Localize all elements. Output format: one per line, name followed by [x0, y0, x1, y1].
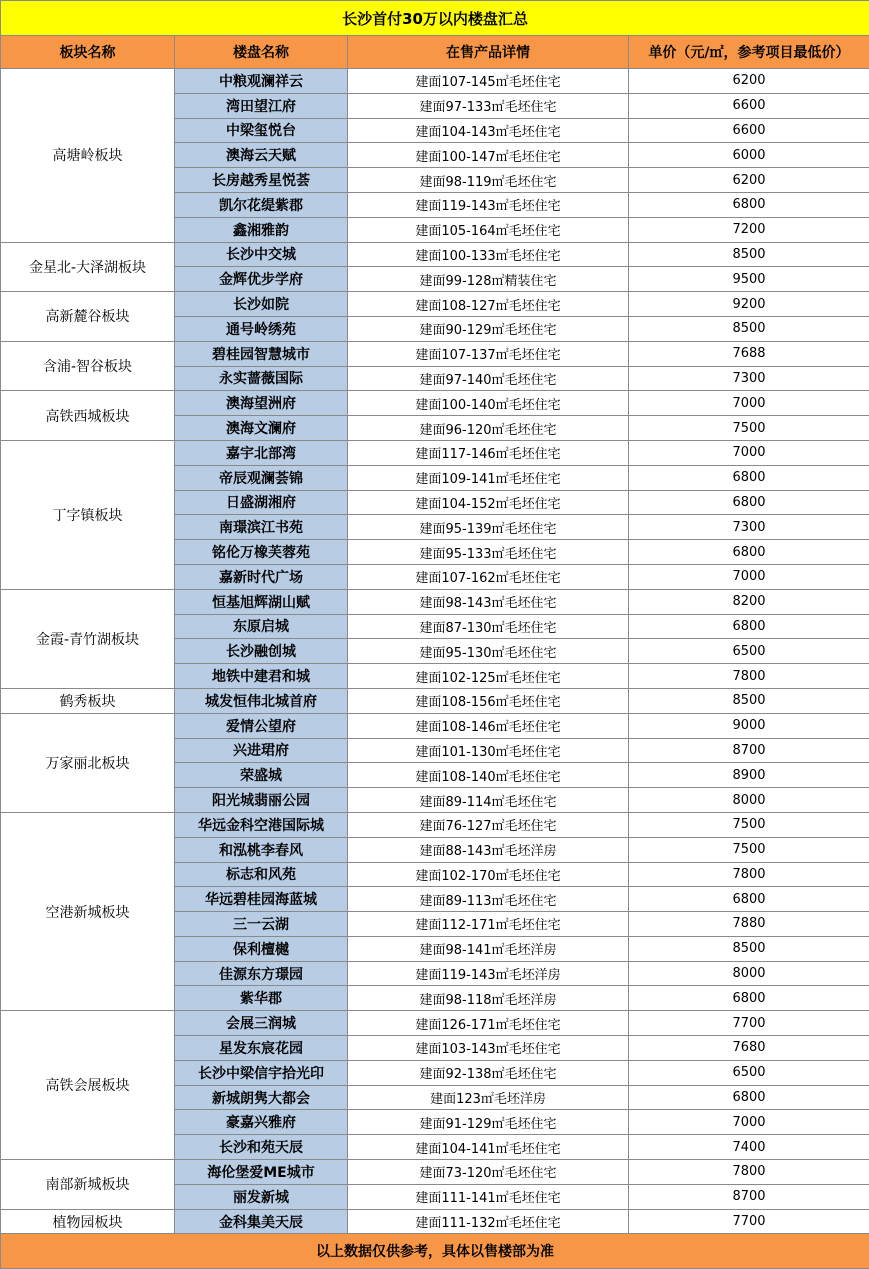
product-detail-cell: 建面104-141㎡毛坯住宅	[348, 1135, 629, 1160]
product-detail-cell: 建面91-129㎡毛坯住宅	[348, 1110, 629, 1135]
block-name-cell: 万家丽北板块	[1, 713, 175, 812]
product-detail-cell: 建面119-143㎡毛坯洋房	[348, 961, 629, 986]
unit-price-cell: 6800	[629, 986, 869, 1011]
project-name-cell: 阳光城翡丽公园	[175, 788, 348, 813]
project-name-cell: 佳源东方璟园	[175, 961, 348, 986]
unit-price-cell: 8500	[629, 242, 869, 267]
product-detail-cell: 建面101-130㎡毛坯住宅	[348, 738, 629, 763]
unit-price-cell: 8900	[629, 763, 869, 788]
unit-price-cell: 8000	[629, 788, 869, 813]
product-detail-cell: 建面95-133㎡毛坯住宅	[348, 540, 629, 565]
table-row	[1, 440, 869, 465]
project-name-cell: 湾田望江府	[175, 93, 348, 118]
table-row	[1, 589, 869, 614]
project-name-cell: 澳海云天赋	[175, 143, 348, 168]
unit-price-cell: 8500	[629, 688, 869, 713]
block-name-cell: 金星北-大泽湖板块	[1, 242, 175, 292]
unit-price-cell: 7300	[629, 366, 869, 391]
product-detail-cell: 建面119-143㎡毛坯住宅	[348, 192, 629, 217]
unit-price-cell: 7800	[629, 664, 869, 689]
table-body	[1, 69, 869, 1234]
project-name-cell: 澳海文澜府	[175, 416, 348, 441]
product-detail-cell: 建面89-113㎡毛坯住宅	[348, 887, 629, 912]
unit-price-cell: 7880	[629, 912, 869, 937]
project-name-cell: 帝辰观澜荟锦	[175, 465, 348, 490]
product-detail-cell: 建面95-139㎡毛坯住宅	[348, 515, 629, 540]
table-row	[1, 1209, 869, 1234]
unit-price-cell: 8500	[629, 936, 869, 961]
project-name-cell: 长沙中交城	[175, 242, 348, 267]
unit-price-cell: 7000	[629, 440, 869, 465]
product-detail-cell: 建面108-127㎡毛坯住宅	[348, 292, 629, 317]
product-detail-cell: 建面88-143㎡毛坯洋房	[348, 837, 629, 862]
block-name-cell: 高塘岭板块	[1, 69, 175, 243]
product-detail-cell: 建面107-137㎡毛坯住宅	[348, 341, 629, 366]
block-name-cell: 鹤秀板块	[1, 688, 175, 713]
block-name-cell: 高铁会展板块	[1, 1011, 175, 1160]
product-detail-cell: 建面100-133㎡毛坯住宅	[348, 242, 629, 267]
product-detail-cell: 建面107-162㎡毛坯住宅	[348, 564, 629, 589]
table-row	[1, 292, 869, 317]
block-name-cell: 空港新城板块	[1, 812, 175, 1010]
unit-price-cell: 6800	[629, 490, 869, 515]
unit-price-cell: 9200	[629, 292, 869, 317]
product-detail-cell: 建面76-127㎡毛坯住宅	[348, 812, 629, 837]
product-detail-cell: 建面98-141㎡毛坯洋房	[348, 936, 629, 961]
product-detail-cell: 建面126-171㎡毛坯住宅	[348, 1011, 629, 1036]
unit-price-cell: 7500	[629, 837, 869, 862]
project-name-cell: 中粮观澜祥云	[175, 69, 348, 94]
project-name-cell: 城发恒伟北城首府	[175, 688, 348, 713]
product-detail-cell: 建面108-146㎡毛坯住宅	[348, 713, 629, 738]
product-detail-cell: 建面73-120㎡毛坯住宅	[348, 1160, 629, 1185]
unit-price-cell: 8700	[629, 1184, 869, 1209]
project-name-cell: 华远金科空港国际城	[175, 812, 348, 837]
project-name-cell: 和泓桃李春风	[175, 837, 348, 862]
project-name-cell: 丽发新城	[175, 1184, 348, 1209]
project-name-cell: 碧桂园智慧城市	[175, 341, 348, 366]
product-detail-cell: 建面96-120㎡毛坯住宅	[348, 416, 629, 441]
product-detail-cell: 建面123㎡毛坯洋房	[348, 1085, 629, 1110]
project-name-cell: 豪嘉兴雅府	[175, 1110, 348, 1135]
block-name-cell: 丁字镇板块	[1, 440, 175, 589]
table-row	[1, 69, 869, 94]
unit-price-cell: 6800	[629, 465, 869, 490]
unit-price-cell: 7680	[629, 1036, 869, 1061]
product-detail-cell: 建面98-119㎡毛坯住宅	[348, 168, 629, 193]
product-detail-cell: 建面107-145㎡毛坯住宅	[348, 69, 629, 94]
project-name-cell: 长沙和苑天辰	[175, 1135, 348, 1160]
unit-price-cell: 7500	[629, 812, 869, 837]
unit-price-cell: 8700	[629, 738, 869, 763]
header-project: 楼盘名称	[175, 36, 348, 69]
unit-price-cell: 8000	[629, 961, 869, 986]
unit-price-cell: 6600	[629, 93, 869, 118]
project-name-cell: 长沙融创城	[175, 639, 348, 664]
unit-price-cell: 7700	[629, 1209, 869, 1234]
project-name-cell: 标志和风苑	[175, 862, 348, 887]
project-name-cell: 星发东宸花园	[175, 1036, 348, 1061]
project-name-cell: 南璟滨江书苑	[175, 515, 348, 540]
product-detail-cell: 建面100-140㎡毛坯住宅	[348, 391, 629, 416]
block-name-cell: 高铁西城板块	[1, 391, 175, 441]
project-name-cell: 长沙如院	[175, 292, 348, 317]
block-name-cell: 高新麓谷板块	[1, 292, 175, 342]
unit-price-cell: 7300	[629, 515, 869, 540]
unit-price-cell: 6200	[629, 69, 869, 94]
unit-price-cell: 9000	[629, 713, 869, 738]
product-detail-cell: 建面98-143㎡毛坯住宅	[348, 589, 629, 614]
unit-price-cell: 7688	[629, 341, 869, 366]
unit-price-cell: 6600	[629, 118, 869, 143]
header-price: 单价（元/㎡，参考项目最低价）	[629, 36, 869, 69]
header-block: 板块名称	[1, 36, 175, 69]
project-name-cell: 华远碧桂园海蓝城	[175, 887, 348, 912]
project-name-cell: 海伦堡爱ME城市	[175, 1160, 348, 1185]
project-name-cell: 三一云湖	[175, 912, 348, 937]
product-detail-cell: 建面90-129㎡毛坯住宅	[348, 316, 629, 341]
product-detail-cell: 建面97-140㎡毛坯住宅	[348, 366, 629, 391]
product-detail-cell: 建面92-138㎡毛坯住宅	[348, 1060, 629, 1085]
unit-price-cell: 8500	[629, 316, 869, 341]
project-name-cell: 长沙中梁信宇拾光印	[175, 1060, 348, 1085]
unit-price-cell: 6500	[629, 639, 869, 664]
product-detail-cell: 建面117-146㎡毛坯住宅	[348, 440, 629, 465]
table-row	[1, 1011, 869, 1036]
product-detail-cell: 建面111-132㎡毛坯住宅	[348, 1209, 629, 1234]
project-name-cell: 通号岭绣苑	[175, 316, 348, 341]
unit-price-cell: 7700	[629, 1011, 869, 1036]
project-name-cell: 爱情公望府	[175, 713, 348, 738]
project-name-cell: 恒基旭辉湖山赋	[175, 589, 348, 614]
table-row	[1, 341, 869, 366]
table-row	[1, 812, 869, 837]
project-name-cell: 中梁玺悦台	[175, 118, 348, 143]
product-detail-cell: 建面108-156㎡毛坯住宅	[348, 688, 629, 713]
unit-price-cell: 6500	[629, 1060, 869, 1085]
product-detail-cell: 建面97-133㎡毛坯住宅	[348, 93, 629, 118]
unit-price-cell: 6000	[629, 143, 869, 168]
product-detail-cell: 建面89-114㎡毛坯住宅	[348, 788, 629, 813]
product-detail-cell: 建面99-128㎡精装住宅	[348, 267, 629, 292]
unit-price-cell: 9500	[629, 267, 869, 292]
product-detail-cell: 建面98-118㎡毛坯洋房	[348, 986, 629, 1011]
project-name-cell: 东原启城	[175, 614, 348, 639]
unit-price-cell: 7800	[629, 862, 869, 887]
project-name-cell: 金辉优步学府	[175, 267, 348, 292]
project-name-cell: 新城朗隽大都会	[175, 1085, 348, 1110]
unit-price-cell: 7500	[629, 416, 869, 441]
table-row	[1, 713, 869, 738]
project-name-cell: 澳海望洲府	[175, 391, 348, 416]
product-detail-cell: 建面105-164㎡毛坯住宅	[348, 217, 629, 242]
block-name-cell: 金霞-青竹湖板块	[1, 589, 175, 688]
product-detail-cell: 建面109-141㎡毛坯住宅	[348, 465, 629, 490]
project-name-cell: 凯尔花缇紫郡	[175, 192, 348, 217]
project-name-cell: 地铁中建君和城	[175, 664, 348, 689]
product-detail-cell: 建面103-143㎡毛坯住宅	[348, 1036, 629, 1061]
product-detail-cell: 建面112-171㎡毛坯住宅	[348, 912, 629, 937]
project-name-cell: 日盛湖湘府	[175, 490, 348, 515]
unit-price-cell: 7000	[629, 391, 869, 416]
project-name-cell: 铭伦万橡芙蓉苑	[175, 540, 348, 565]
block-name-cell: 南部新城板块	[1, 1160, 175, 1210]
unit-price-cell: 7400	[629, 1135, 869, 1160]
project-name-cell: 荣盛城	[175, 763, 348, 788]
project-name-cell: 鑫湘雅韵	[175, 217, 348, 242]
block-name-cell: 含浦-智谷板块	[1, 341, 175, 391]
project-name-cell: 长房越秀星悦荟	[175, 168, 348, 193]
unit-price-cell: 6800	[629, 614, 869, 639]
product-detail-cell: 建面87-130㎡毛坯住宅	[348, 614, 629, 639]
product-detail-cell: 建面102-170㎡毛坯住宅	[348, 862, 629, 887]
product-detail-cell: 建面95-130㎡毛坯住宅	[348, 639, 629, 664]
project-name-cell: 嘉宇北部湾	[175, 440, 348, 465]
project-name-cell: 永实蔷薇国际	[175, 366, 348, 391]
unit-price-cell: 6800	[629, 1085, 869, 1110]
unit-price-cell: 6200	[629, 168, 869, 193]
table-footer: 以上数据仅供参考，具体以售楼部为准	[1, 1234, 869, 1269]
product-detail-cell: 建面104-143㎡毛坯住宅	[348, 118, 629, 143]
product-detail-cell: 建面104-152㎡毛坯住宅	[348, 490, 629, 515]
project-name-cell: 兴进珺府	[175, 738, 348, 763]
table-row	[1, 1160, 869, 1185]
block-name-cell: 植物园板块	[1, 1209, 175, 1234]
project-name-cell: 保利檀樾	[175, 936, 348, 961]
product-detail-cell: 建面108-140㎡毛坯住宅	[348, 763, 629, 788]
project-name-cell: 会展三润城	[175, 1011, 348, 1036]
project-name-cell: 金科集美天辰	[175, 1209, 348, 1234]
product-detail-cell: 建面102-125㎡毛坯住宅	[348, 664, 629, 689]
table-row	[1, 242, 869, 267]
project-name-cell: 嘉新时代广场	[175, 564, 348, 589]
product-detail-cell: 建面111-141㎡毛坯住宅	[348, 1184, 629, 1209]
table-title: 长沙首付30万以内楼盘汇总	[1, 1, 869, 36]
table-row	[1, 688, 869, 713]
product-detail-cell: 建面100-147㎡毛坯住宅	[348, 143, 629, 168]
unit-price-cell: 7000	[629, 1110, 869, 1135]
unit-price-cell: 7200	[629, 217, 869, 242]
unit-price-cell: 6800	[629, 192, 869, 217]
unit-price-cell: 6800	[629, 887, 869, 912]
unit-price-cell: 7800	[629, 1160, 869, 1185]
project-name-cell: 紫华郡	[175, 986, 348, 1011]
header-detail: 在售产品详情	[348, 36, 629, 69]
unit-price-cell: 7000	[629, 564, 869, 589]
table-row	[1, 391, 869, 416]
unit-price-cell: 6800	[629, 540, 869, 565]
unit-price-cell: 8200	[629, 589, 869, 614]
